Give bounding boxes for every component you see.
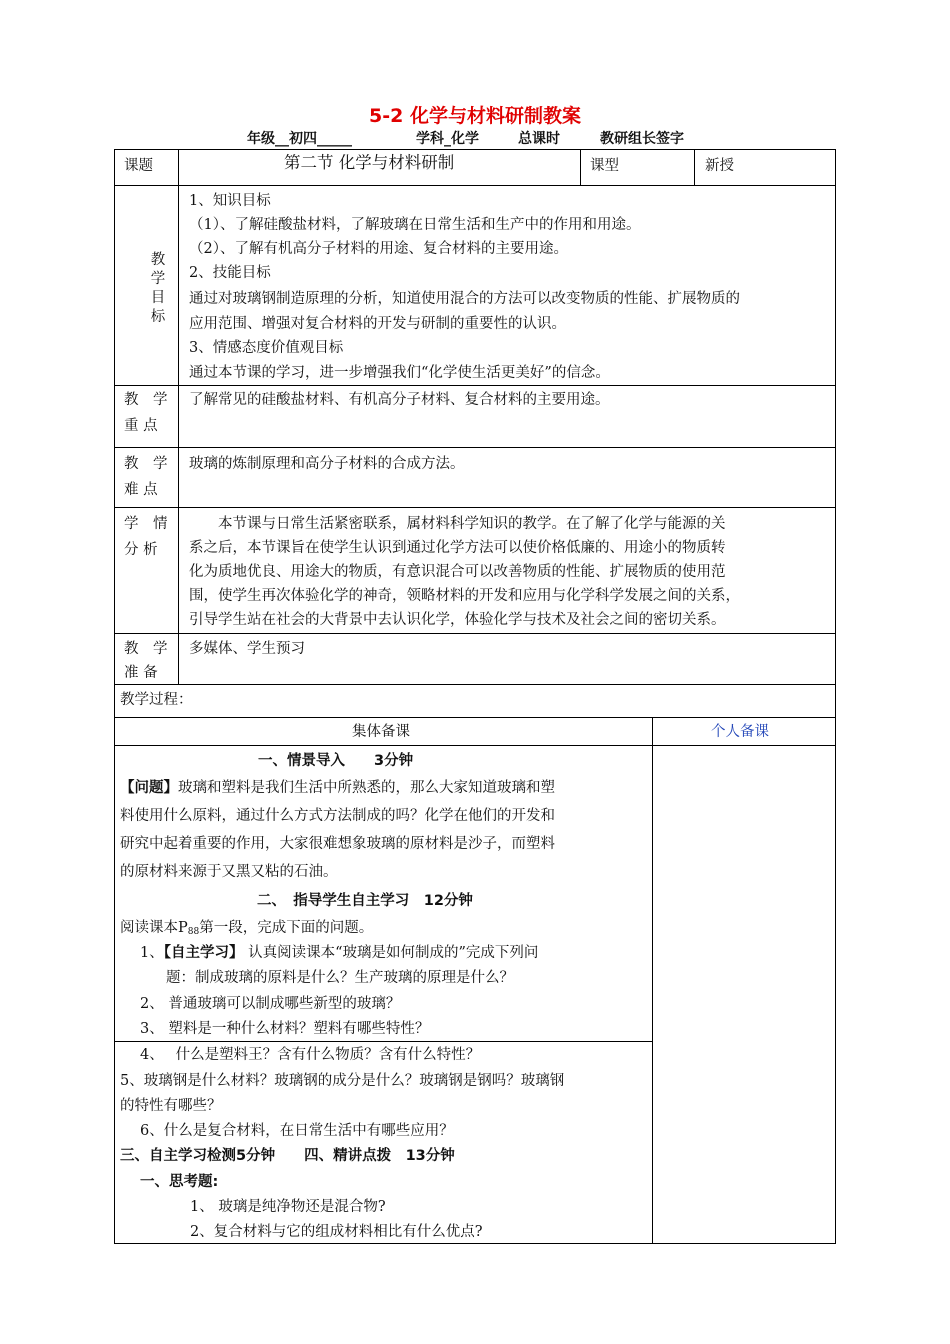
prep-label: 教 学 [124,641,168,657]
section-1-line-1: 【问题】玻璃和塑料是我们生活中所熟悉的，那么大家知道玻璃和塑 [120,780,555,796]
personal-prep-header: 个人备课 [711,724,769,740]
task-1-cont: 题：制成玻璃的原料是什么？生产玻璃的原理是什么？ [166,970,514,986]
subject-field: 学科_化学 [416,131,479,147]
difficulty-label: 教 学 [124,456,168,472]
grade-field: 年级__初四_____ [247,131,352,147]
section-1-heading: 一、情景导入 3分钟 [258,753,414,769]
task-3: 3、 塑料是一种什么材料？塑料有哪些特性？ [140,1021,430,1037]
section-2-heading: 二、 指导学生自主学习 12分钟 [257,893,473,909]
supervisor-sign-field: 教研组长签字 [600,131,684,147]
group-prep-header: 集体备课 [352,724,410,740]
section-1-line-3: 研究中起着重要的作用，大家很难想象玻璃的原材料是沙子，而塑料 [120,836,555,852]
key-points-label: 教 学 [124,392,168,408]
prep-label-2: 准 备 [124,665,158,681]
key-points-label-2: 重 点 [124,418,158,434]
think-question-2: 2、复合材料与它的组成材料相比有什么优点? [190,1224,483,1240]
lesson-type-value: 新授 [705,158,734,174]
total-hours-field: 总课时 [518,131,560,147]
difficulty-label-2: 难 点 [124,482,158,498]
goals-label: 教 学 目 标 [150,252,166,325]
difficulty-text: 玻璃的炼制原理和高分子材料的合成方法。 [189,456,465,472]
prep-text: 多媒体、学生预习 [189,641,305,657]
think-heading: 一、思考题: [140,1174,219,1190]
task-2: 2、 普通玻璃可以制成哪些新型的玻璃？ [140,996,401,1012]
task-5: 5、玻璃钢是什么材料？玻璃钢的成分是什么？玻璃钢是钢吗？玻璃钢 [120,1073,565,1089]
think-question-1: 1、 玻璃是纯净物还是混合物? [190,1199,386,1215]
task-1: 1、【自主学习】 认真阅读课本“玻璃是如何制成的”完成下列问 [140,945,539,961]
section-1-line-4: 的原材料来源于又黑又粘的石油。 [120,864,338,880]
section-3-heading: 三、自主学习检测5分钟 四、精讲点拨 13分钟 [120,1148,455,1164]
task-4: 4、 什么是塑料王？含有什么物质？含有什么特性？ [140,1047,481,1063]
topic-value: 第二节 化学与材料研制 [284,153,455,172]
page-title: 5-2 化学与材料研制教案 [369,105,581,127]
task-5-cont: 的特性有哪些？ [120,1098,222,1114]
key-points-text: 了解常见的硅酸盐材料、有机高分子材料、复合材料的主要用途。 [189,392,610,408]
section-1-line-2: 料使用什么原料，通过什么方式方法制成的吗？化学在他们的开发和 [120,808,555,824]
analysis-label-2: 分 析 [124,542,158,558]
analysis-label: 学 情 [124,516,168,532]
topic-label: 课题 [124,158,153,174]
read-instruction: 阅读课本$P_{88}$第一段，完成下面的问题。 [120,920,374,937]
task-6: 6、什么是复合材料，在日常生活中有哪些应用？ [140,1123,454,1139]
lesson-type-label: 课型 [590,158,619,174]
process-label: 教学过程： [120,692,193,708]
